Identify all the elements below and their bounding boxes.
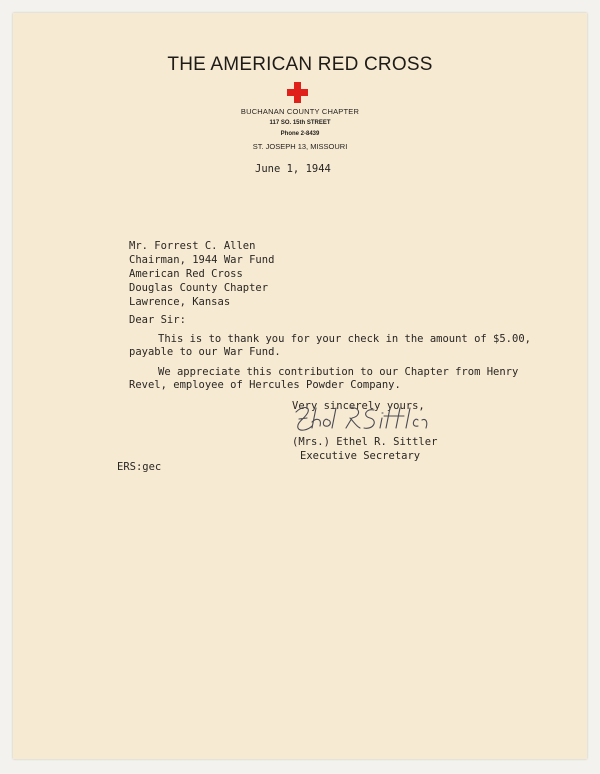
salutation: Dear Sir:	[129, 314, 186, 326]
signer-name: (Mrs.) Ethel R. Sittler	[292, 436, 438, 448]
paragraph-line: Revel, employee of Hercules Powder Company.	[129, 379, 401, 391]
red-cross-icon	[287, 82, 308, 103]
closing: Very sincerely yours,	[292, 400, 425, 412]
chapter-name: BUCHANAN COUNTY CHAPTER	[240, 107, 360, 116]
signer-title: Executive Secretary	[300, 450, 421, 462]
organization-name: THE AMERICAN RED CROSS	[167, 54, 433, 75]
recipient-line: Chairman, 1944 War Fund	[129, 254, 275, 266]
handwritten-signature	[290, 402, 460, 436]
chapter-street: 117 SO. 15th STREET	[269, 120, 331, 126]
recipient-line: Douglas County Chapter	[129, 282, 269, 294]
recipient-line: Mr. Forrest C. Allen	[129, 240, 256, 252]
paragraph-line: payable to our War Fund.	[129, 346, 281, 358]
recipient-line: American Red Cross	[129, 268, 243, 280]
letter-date: June 1, 1944	[255, 163, 331, 175]
reference-initials: ERS:gec	[117, 461, 162, 473]
chapter-phone: Phone 2-8439	[280, 131, 320, 137]
paragraph-line: This is to thank you for your check in the amount of $5.00,	[158, 333, 531, 345]
chapter-city: ST. JOSEPH 13, MISSOURI	[252, 142, 348, 151]
paragraph-line: We appreciate this contribution to our Chapter from Henry	[158, 366, 519, 378]
recipient-line: Lawrence, Kansas	[129, 296, 231, 308]
